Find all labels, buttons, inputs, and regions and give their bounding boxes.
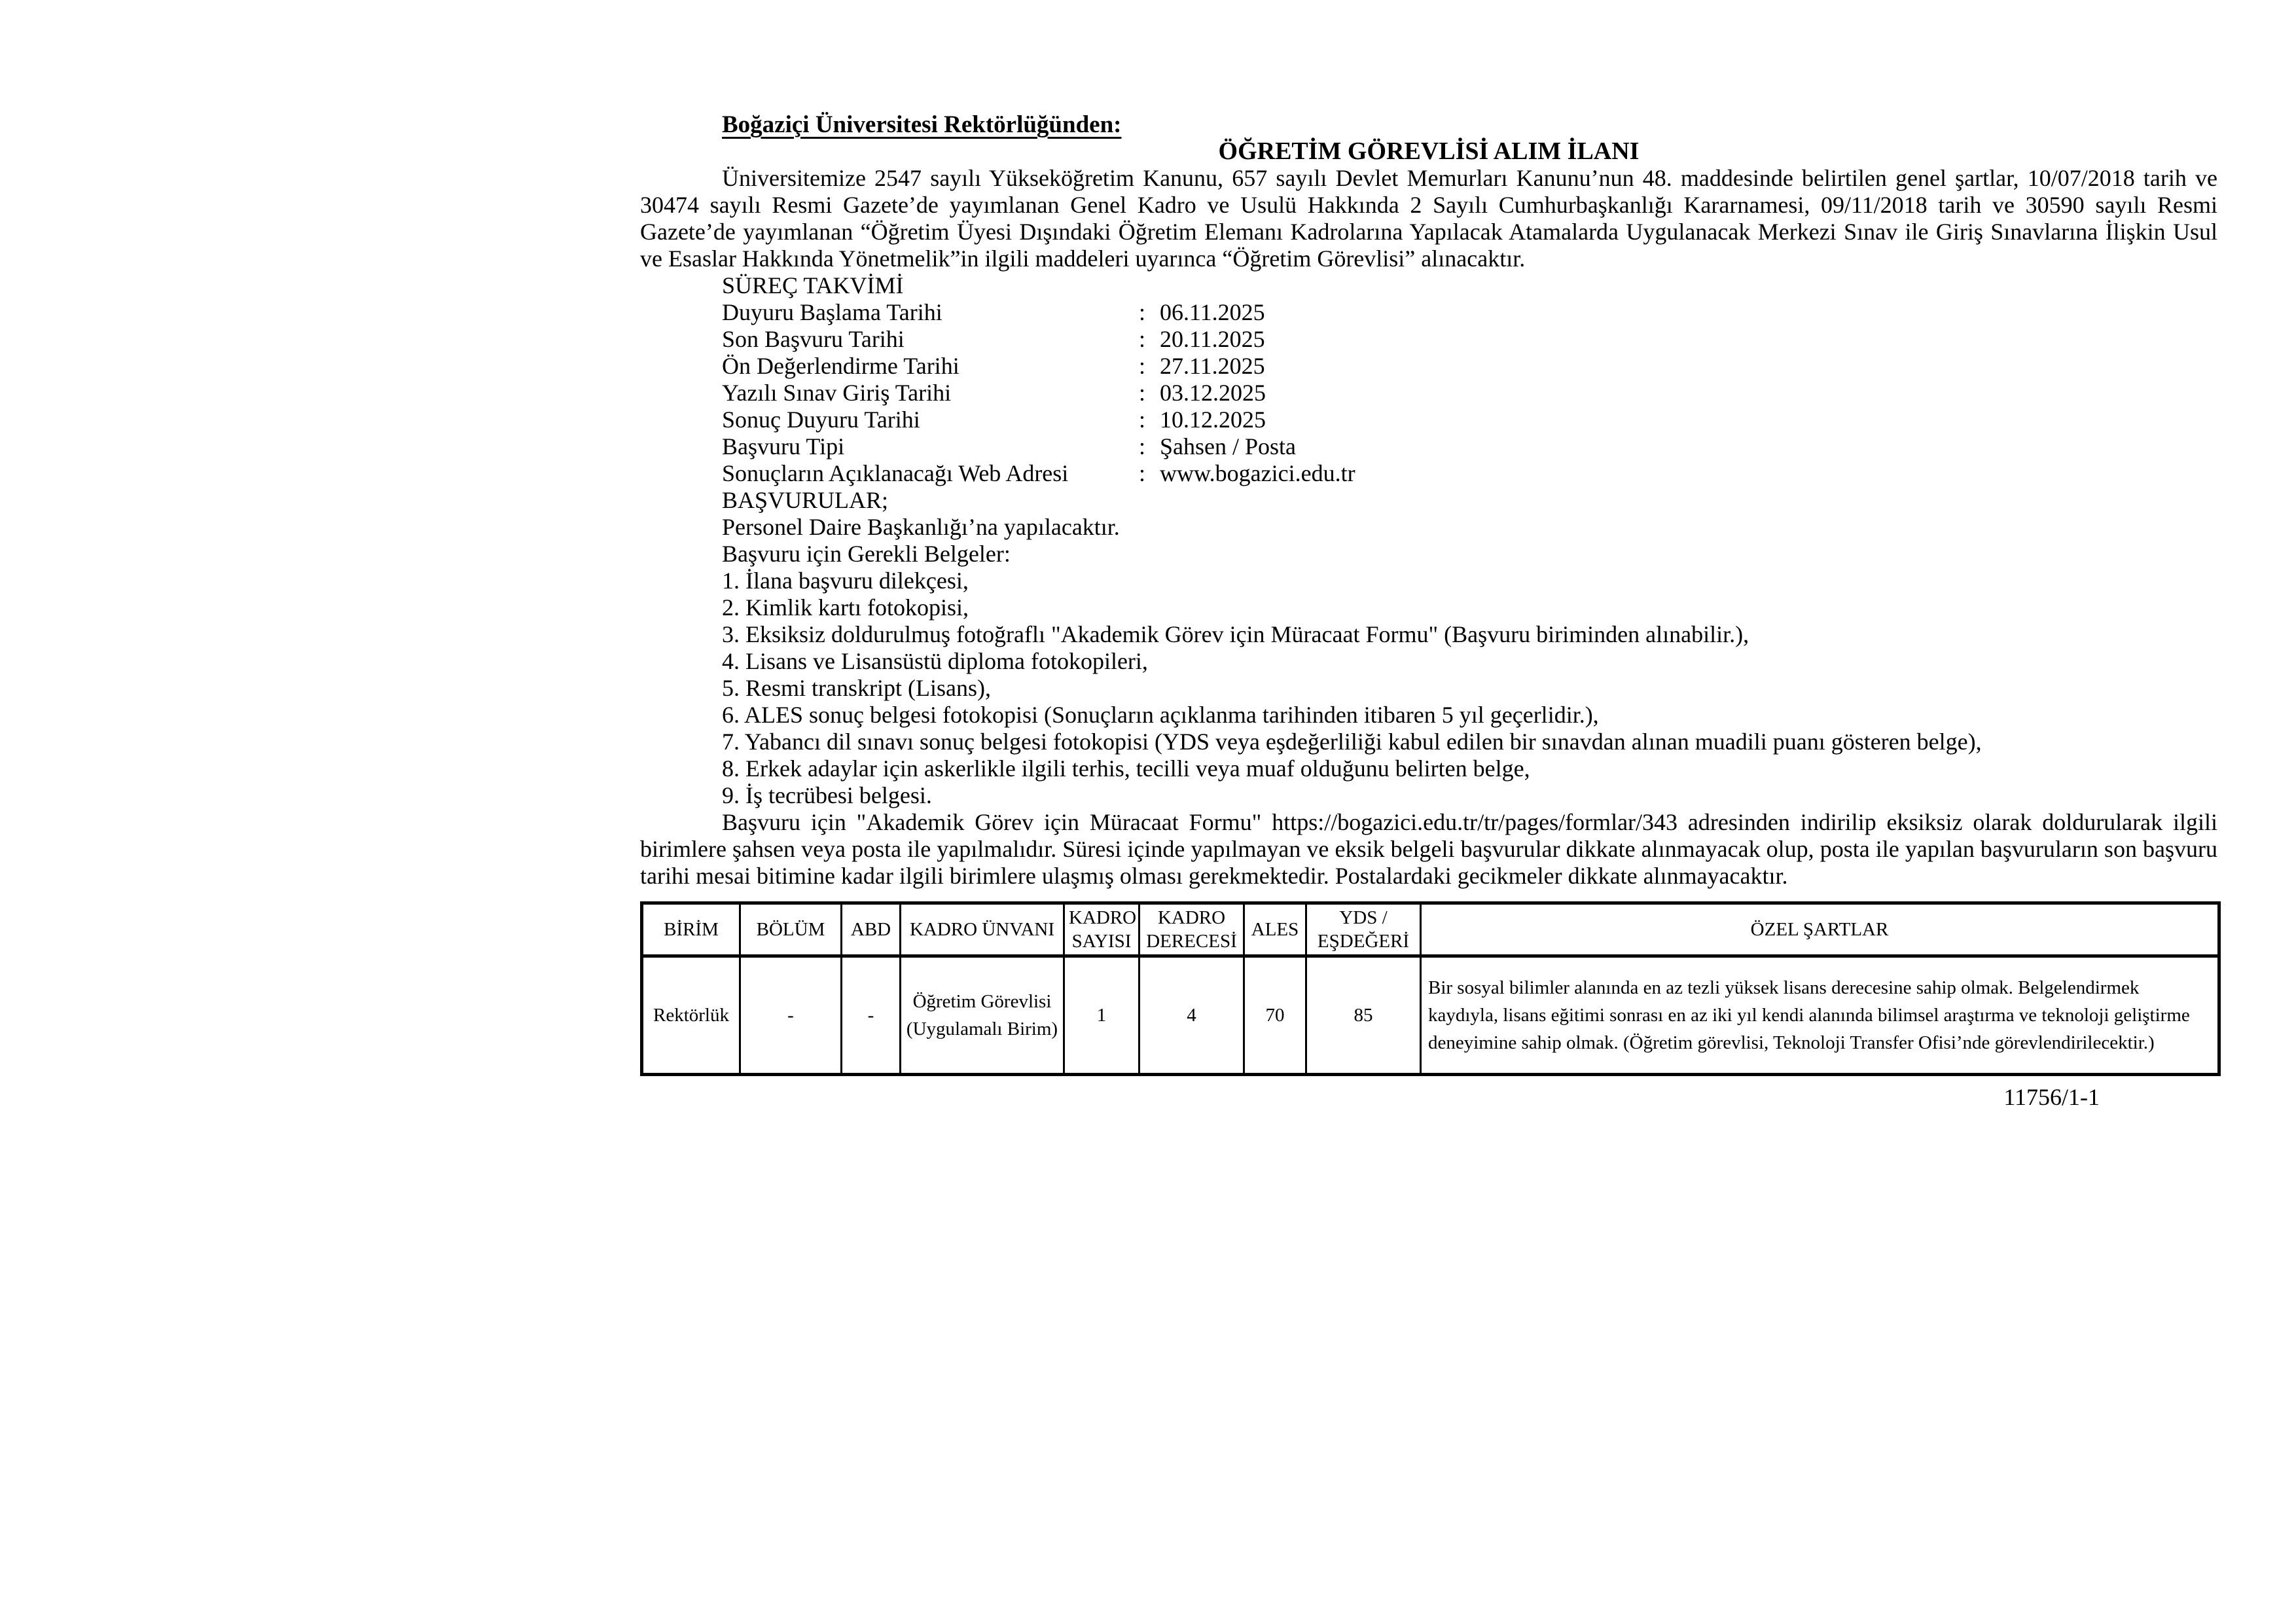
- schedule-value: Şahsen / Posta: [1160, 433, 1297, 460]
- document-list-item: 4. Lisans ve Lisansüstü diploma fotokopileri,: [722, 648, 1148, 674]
- schedule-value: 27.11.2025: [1160, 353, 1265, 379]
- schedule-value: 03.12.2025: [1160, 380, 1266, 406]
- table-header-row: [642, 903, 2219, 956]
- column-header-ozel-sartlar: ÖZEL ŞARTLAR: [1421, 903, 2219, 956]
- intro-paragraph: Üniversitemize 2547 sayılı Yükseköğretim Kanunu, 657 sayılı Devlet Memurları Kanunu’nun 48. maddesinde belirtilen genel şartlar, 10/07/2018 tarih ve 30474 sayılı Resmi Gazete’de yayımlanan Genel Kadro ve Usulü Hakkında 2 Sayılı Cumhurbaşkanlığı Kararnamesi, 09/11/2018 tarih ve 30590 sayılı Resmi Gazete’de yayımlanan “Öğretim Üyesi Dışındaki Öğretim Elemanı Kadrolarına Yapılacak Atamalarda Uygulanacak Merkezi Sınav ile Giriş Sınavlarına İlişkin Usul ve Esaslar Hakkında Yönetmelik”in ilgili maddeleri uyarınca “Öğretim Görevlisi” alınacaktır.: [640, 165, 2217, 272]
- document-content: [640, 111, 2217, 1111]
- schedule-colon: :: [1139, 326, 1146, 352]
- schedule-label: Duyuru Başlama Tarihi: [722, 299, 942, 325]
- schedule-label: Ön Değerlendirme Tarihi: [722, 353, 960, 379]
- cell-kadro-derecesi: 4: [1139, 956, 1244, 1075]
- cell-birim: Rektörlük: [642, 956, 740, 1075]
- applications-heading: BAŞVURULAR;: [722, 487, 889, 513]
- document-list-item: 7. Yabancı dil sınavı sonuç belgesi fotokopisi (YDS veya eşdeğerliliği kabul edilen bir sınavdan alınan muadili puanı gösteren belge),: [722, 729, 1982, 755]
- positions-table: [640, 901, 2221, 1076]
- schedule-colon: :: [1139, 299, 1146, 325]
- required-documents-heading: Başvuru için Gerekli Belgeler:: [722, 541, 1011, 567]
- announcement-heading: ÖĞRETİM GÖREVLİSİ ALIM İLANI: [1218, 137, 1640, 165]
- schedule-colon: :: [1139, 353, 1146, 379]
- document-list-item: 1. İlana başvuru dilekçesi,: [722, 568, 969, 594]
- schedule-value: 20.11.2025: [1160, 326, 1265, 352]
- schedule-row: [640, 326, 2217, 353]
- column-header-yds-esdegeri: YDS / EŞDEĞERİ: [1306, 903, 1421, 956]
- schedule-label: Sonuç Duyuru Tarihi: [722, 406, 920, 433]
- cell-kadro-unvani: Öğretim Görevlisi (Uygulamalı Birim): [901, 956, 1064, 1075]
- table-row: [642, 956, 2219, 1075]
- schedule-label: Yazılı Sınav Giriş Tarihi: [722, 380, 952, 406]
- document-list-item: 2. Kimlik kartı fotokopisi,: [722, 594, 969, 621]
- document-list-item: 5. Resmi transkript (Lisans),: [722, 675, 991, 701]
- cell-yds-esdegeri: 85: [1306, 956, 1421, 1075]
- announcement-reference-number: 11756/1-1: [2003, 1084, 2100, 1110]
- column-header-bolum: BÖLÜM: [740, 903, 842, 956]
- cell-ozel-sartlar: Bir sosyal bilimler alanında en az tezli yüksek lisans derecesine sahip olmak. Belgelendirmek kaydıyla, lisans eğitimi sonrası en az iki yıl kendi alanında bilimsel araştırma ve teknoloji geliştirme deneyimine sahip olmak. (Öğretim görevlisi, Teknoloji Transfer Ofisi’nde görevlendirilecektir.): [1421, 956, 2219, 1075]
- cell-bolum: -: [740, 956, 842, 1075]
- applications-office-line: Personel Daire Başkanlığı’na yapılacaktır.: [722, 514, 1120, 540]
- document-list-item: 8. Erkek adaylar için askerlikle ilgili terhis, tecilli veya muaf olduğunu belirten belge,: [722, 755, 1530, 782]
- schedule-row: [640, 406, 2217, 433]
- column-header-kadro-sayisi: KADRO SAYISI: [1064, 903, 1139, 956]
- column-header-kadro-derecesi: KADRO DERECESİ: [1139, 903, 1244, 956]
- cell-abd: -: [842, 956, 901, 1075]
- schedule-value: 10.12.2025: [1160, 406, 1266, 433]
- document-source-title: [640, 111, 2217, 138]
- schedule-colon: :: [1139, 406, 1146, 433]
- column-header-abd: ABD: [842, 903, 901, 956]
- document-source-title-text: Boğaziçi Üniversitesi Rektörlüğünden:: [722, 111, 1122, 138]
- schedule-colon: :: [1139, 460, 1146, 486]
- schedule-row: [640, 460, 2217, 487]
- document-list-item: 3. Eksiksiz doldurulmuş fotoğraflı "Akademik Görev için Müracaat Formu" (Başvuru biriminden alınabilir.),: [722, 621, 1749, 647]
- schedule-row: [640, 433, 2217, 460]
- schedule-row: [640, 299, 2217, 326]
- schedule-value: 06.11.2025: [1160, 299, 1265, 325]
- schedule-label: Başvuru Tipi: [722, 433, 845, 460]
- cell-kadro-sayisi: 1: [1064, 956, 1139, 1075]
- schedule-value: www.bogazici.edu.tr: [1160, 460, 1355, 486]
- column-header-ales: ALES: [1244, 903, 1306, 956]
- schedule-heading: SÜREÇ TAKVİMİ: [722, 272, 904, 298]
- column-header-birim: BİRİM: [642, 903, 740, 956]
- closing-paragraph: Başvuru için "Akademik Görev için Müracaat Formu" https://bogazici.edu.tr/tr/pages/formlar/343 adresinden indirilip eksiksiz olarak doldurularak ilgili birimlere şahsen veya posta ile yapılmalıdır. Süresi içinde yapılmayan ve eksik belgeli başvurular dikkate alınmayacak olup, posta ile yapılan başvuruların son başvuru tarihi mesai bitimine kadar ilgili birimlere ulaşmış olması gerekmektedir. Postalardaki gecikmeler dikkate alınmayacaktır.: [640, 809, 2217, 889]
- schedule-row: [640, 353, 2217, 380]
- document-list-item: 6. ALES sonuç belgesi fotokopisi (Sonuçların açıklanma tarihinden itibaren 5 yıl geçerlidir.),: [722, 702, 1599, 728]
- schedule-label: Son Başvuru Tarihi: [722, 326, 905, 352]
- column-header-kadro-unvani: KADRO ÜNVANI: [901, 903, 1064, 956]
- schedule-colon: :: [1139, 380, 1146, 406]
- cell-ales: 70: [1244, 956, 1306, 1075]
- schedule-label: Sonuçların Açıklanacağı Web Adresi: [722, 460, 1069, 486]
- document-list-item: 9. İş tecrübesi belgesi.: [722, 782, 932, 808]
- schedule-colon: :: [1139, 433, 1146, 460]
- schedule-row: [640, 380, 2217, 406]
